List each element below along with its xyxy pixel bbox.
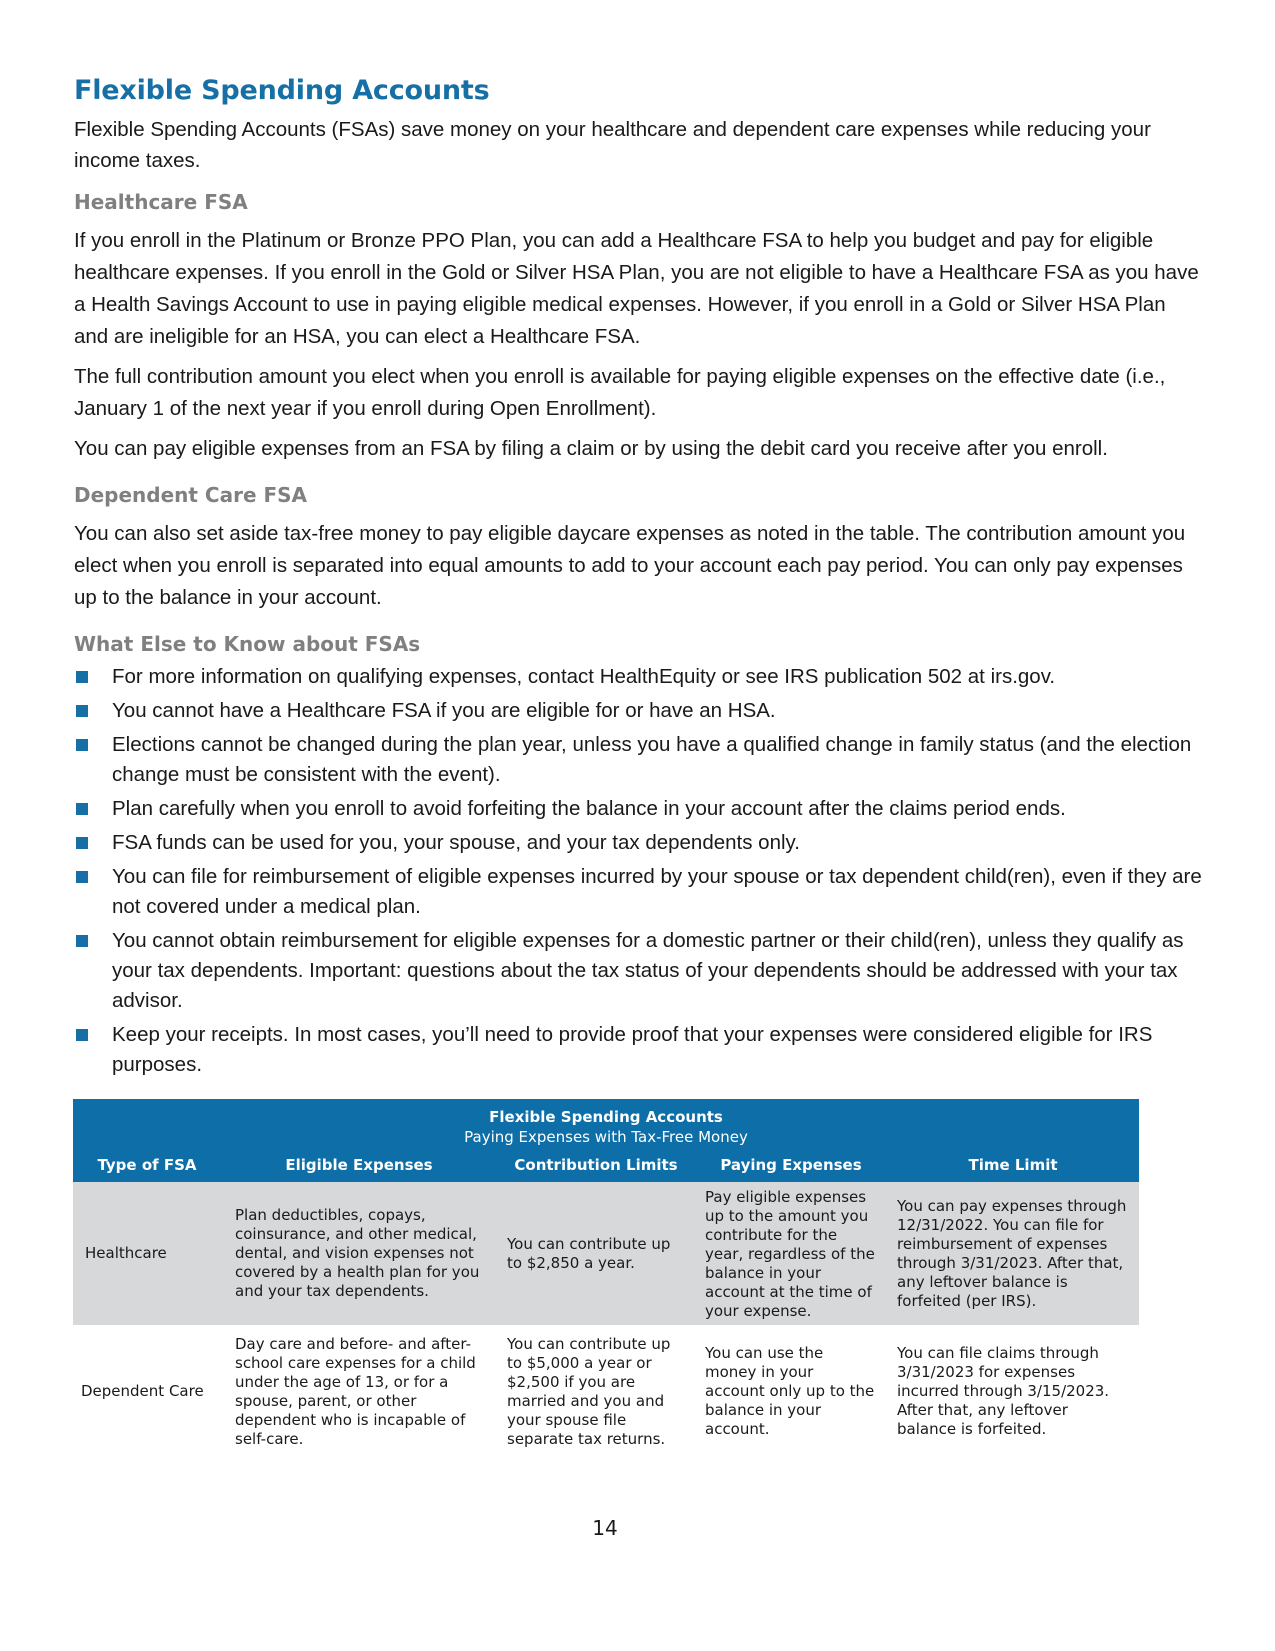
cell-paying: Pay eligible expenses up to the amount you contribute for the year, regardless of the balance in your account at the time of your expense.: [695, 1182, 887, 1325]
table-row: [73, 1325, 1139, 1457]
table-banner: [73, 1099, 1139, 1147]
table-title: Flexible Spending Accounts: [489, 1108, 723, 1126]
cell-type: Healthcare: [73, 1182, 221, 1325]
column-header-eligible: Eligible Expenses: [221, 1147, 497, 1182]
square-bullet-icon: [76, 671, 88, 683]
document-page: [74, 72, 1202, 1084]
what-else-section: [74, 630, 1202, 1080]
column-header-limits: Contribution Limits: [497, 1147, 695, 1182]
list-item: [74, 828, 1202, 858]
square-bullet-icon: [76, 1029, 88, 1041]
page-title: Flexible Spending Accounts: [74, 75, 490, 106]
column-header-paying: Paying Expenses: [695, 1147, 887, 1182]
healthcare-fsa-paragraph: The full contribution amount you elect when you enroll is available for paying eligible expenses on the effective date (i.e., January 1 of the next year if you enroll during Open Enrollment).: [74, 365, 1166, 420]
square-bullet-icon: [76, 705, 88, 717]
list-item: [74, 926, 1202, 1016]
list-item: [74, 662, 1202, 692]
fsa-bullet-list: [74, 662, 1202, 1080]
square-bullet-icon: [76, 871, 88, 883]
cell-eligible: Day care and before- and after-school care expenses for a child under the age of 13, or for a spouse, parent, or other dependent who is incapable of self-care.: [221, 1325, 497, 1457]
list-item: [74, 730, 1202, 790]
cell-time: You can pay expenses through 12/31/2022. You can file for reimbursement of expenses through 3/31/2023. After that, any leftover balance is forfeited (per IRS).: [887, 1182, 1139, 1325]
list-item-text: You cannot have a Healthcare FSA if you are eligible for or have an HSA.: [112, 699, 776, 722]
table-row: [73, 1182, 1139, 1325]
cell-paying: You can use the money in your account only up to the balance in your account.: [695, 1325, 887, 1457]
what-else-heading: What Else to Know about FSAs: [74, 632, 421, 656]
healthcare-fsa-section: [74, 188, 1202, 465]
intro-paragraph: Flexible Spending Accounts (FSAs) save money on your healthcare and dependent care expenses while reducing your income taxes.: [74, 118, 1151, 172]
list-item-text: For more information on qualifying expenses, contact HealthEquity or see IRS publication 502 at irs.gov.: [112, 665, 1056, 688]
list-item: [74, 696, 1202, 726]
list-item-text: Elections cannot be changed during the plan year, unless you have a qualified change in family status (and the election change must be consistent with the event).: [112, 733, 1192, 786]
healthcare-fsa-paragraph: You can pay eligible expenses from an FSA by filing a claim or by using the debit card you receive after you enroll.: [74, 437, 1108, 460]
fsa-comparison-table: [73, 1099, 1139, 1457]
dependent-care-fsa-paragraph: You can also set aside tax-free money to pay eligible daycare expenses as noted in the table. The contribution amount you elect when you enroll is separated into equal amounts to add to your account each pay period. You can only pay expenses up to the balance in your account.: [74, 522, 1186, 609]
healthcare-fsa-heading: Healthcare FSA: [74, 190, 248, 214]
cell-time: You can file claims through 3/31/2023 for expenses incurred through 3/15/2023. After that, any leftover balance is forfeited.: [887, 1325, 1139, 1457]
square-bullet-icon: [76, 803, 88, 815]
list-item-text: You can file for reimbursement of eligible expenses incurred by your spouse or tax dependent child(ren), even if they are not covered under a medical plan.: [112, 865, 1202, 918]
list-item-text: Plan carefully when you enroll to avoid forfeiting the balance in your account after the claims period ends.: [112, 797, 1066, 820]
list-item-text: FSA funds can be used for you, your spouse, and your tax dependents only.: [112, 831, 800, 854]
table-subtitle: Paying Expenses with Tax-Free Money: [464, 1128, 748, 1146]
dependent-care-fsa-heading: Dependent Care FSA: [74, 483, 308, 507]
column-header-time: Time Limit: [887, 1147, 1139, 1182]
cell-eligible: Plan deductibles, copays, coinsurance, and other medical, dental, and vision expenses not covered by a health plan for you and your tax dependents.: [221, 1182, 497, 1325]
cell-limits: You can contribute up to $5,000 a year or $2,500 if you are married and you and your spouse file separate tax returns.: [497, 1325, 695, 1457]
list-item-text: Keep your receipts. In most cases, you’ll need to provide proof that your expenses were considered eligible for IRS purposes.: [112, 1023, 1153, 1076]
list-item-text: You cannot obtain reimbursement for eligible expenses for a domestic partner or their child(ren), unless they qualify as your tax dependents. Important: questions about the tax status of your dependents should be addressed with your tax advisor.: [112, 929, 1184, 1012]
cell-type: Dependent Care: [73, 1325, 221, 1457]
table-header-row: [73, 1147, 1139, 1182]
column-header-type: Type of FSA: [73, 1147, 221, 1182]
healthcare-fsa-paragraph: If you enroll in the Platinum or Bronze PPO Plan, you can add a Healthcare FSA to help you budget and pay for eligible healthcare expenses. If you enroll in the Gold or Silver HSA Plan, you are not eligible to have a Healthcare FSA as you have a Health Savings Account to use in paying eligible medical expenses. However, if you enroll in a Gold or Silver HSA Plan and are ineligible for an HSA, you can elect a Healthcare FSA.: [74, 229, 1199, 348]
cell-limits: You can contribute up to $2,850 a year.: [497, 1182, 695, 1325]
dependent-care-fsa-section: [74, 481, 1202, 614]
square-bullet-icon: [76, 935, 88, 947]
list-item: [74, 794, 1202, 824]
square-bullet-icon: [76, 837, 88, 849]
table-banner-row: [73, 1099, 1139, 1147]
square-bullet-icon: [76, 739, 88, 751]
page-number: 14: [592, 1516, 618, 1540]
list-item: [74, 1020, 1202, 1080]
list-item: [74, 862, 1202, 922]
